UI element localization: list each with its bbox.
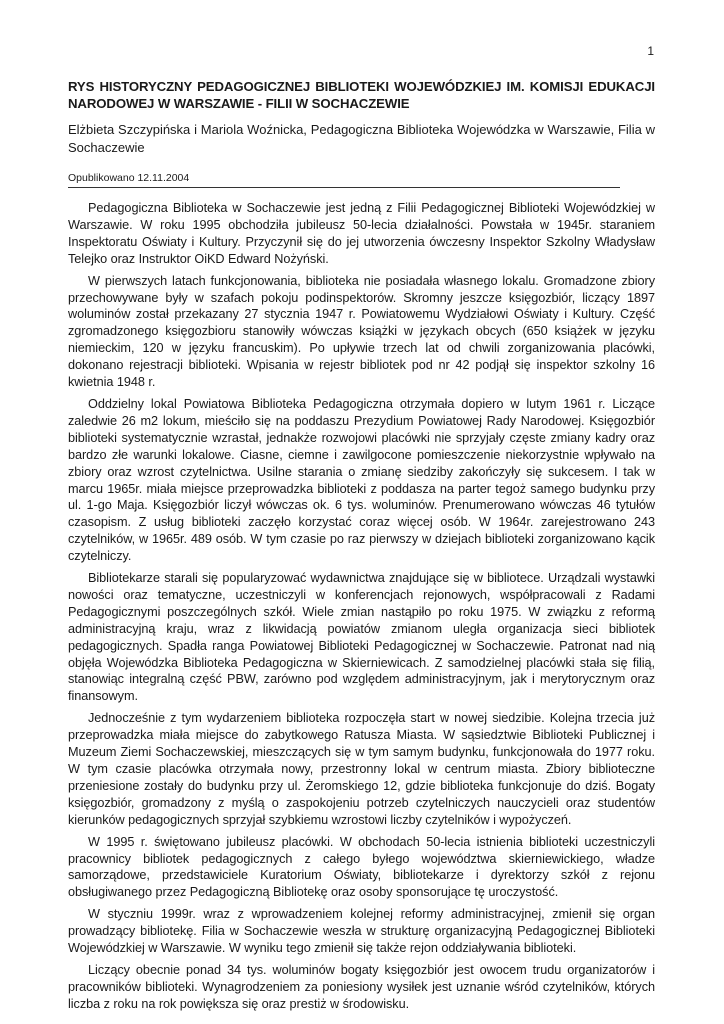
- paragraph-2: W pierwszych latach funkcjonowania, biblioteka nie posiadała własnego lokalu. Gromadzone zbiory przechowywane były w szafach pokoju podinspektorów. Skromny jeszcze księgozbiór, liczący 1897 woluminów został przekazany 27 stycznia 1947 r. Powiatowemu Wydziałowi Oświaty i Kultury. Część zgromadzonego księgozbioru stanowiły wówczas książki w językach obcych (650 książek w języku niemieckim, 120 w języku francuskim). Po upływie trzech lat od chwili zorganizowania placówki, dokonano rejestracji biblioteki. Wpisania w rejestr bibliotek pod nr 42 podjął się inspektor szkolny 16 kwietnia 1948 r.: [68, 273, 655, 390]
- page-number: 1: [647, 44, 654, 58]
- article: [68, 78, 655, 1018]
- paragraph-6: W 1995 r. świętowano jubileusz placówki. W obchodach 50-lecia istnienia biblioteki uczestniczyli pracownicy bibliotek pedagogicznych z całego byłego województwa skierniewickiego, władze samorządowe, przedstawiciele Kuratorium Oświaty, bibliotekarze i dyrektorzy szkół z rejonu obsługiwanego przez Pedagogiczną Bibliotekę oraz osoby sponsorujące tę uroczystość.: [68, 834, 655, 900]
- publication-date: Opublikowano 12.11.2004: [68, 172, 620, 188]
- paragraph-3: Oddzielny lokal Powiatowa Biblioteka Pedagogiczna otrzymała dopiero w lutym 1961 r. Liczące zaledwie 26 m2 lokum, mieściło się na poddaszu Prezydium Powiatowej Rady Narodowej. Księgozbiór biblioteki systematycznie wzrastał, jednakże rozwojowi placówki nie sprzyjały częste zmiany kadry oraz bardzo złe warunki lokalowe. Ciasne, ciemne i zawilgocone pomieszczenie niekorzystnie wpływało na zbiory oraz wzrost czytelnictwa. Usilne starania o zmianę siedziby zakończyły się sukcesem. I tak w marcu 1965r. miała miejsce przeprowadzka biblioteki z poddasza na parter tegoż samego budynku przy ul. 1-go Maja. Księgozbiór liczył wówczas ok. 6 tys. woluminów. Prenumerowano wówczas 46 tytułów czasopism. Z usług biblioteki zaczęło korzystać coraz więcej osób. W 1964r. zarejestrowano 243 czytelników, w 1965r. 489 osób. W tym czasie po raz pierwszy w dziejach biblioteki zorganizowano kącik czytelniczy.: [68, 396, 655, 564]
- paragraph-5: Jednocześnie z tym wydarzeniem biblioteka rozpoczęła start w nowej siedzibie. Kolejna trzecia już przeprowadzka miała miejsce do zabytkowego Ratusza Miasta. W sąsiedztwie Biblioteki Publicznej i Muzeum Ziemi Sochaczewskiej, mieszczących się w tym samym budynku, funkcjonowała do 1977 roku. W tym czasie placówka otrzymała nowy, przestronny lokal w centrum miasta. Zbiory biblioteczne przeniesione zostały do budynku przy ul. Żeromskiego 12, gdzie biblioteka funkcjonuje do dziś. Bogaty księgozbiór, gromadzony z myślą o zaspokojeniu potrzeb czytelniczych nauczycieli oraz studentów kierunków pedagogicznych sprzyjał szybkiemu wzrostowi liczby czytelników i wypożyczeń.: [68, 711, 655, 827]
- article-authors: Elżbieta Szczypińska i Mariola Woźnicka, Pedagogiczna Biblioteka Wojewódzka w Warszawie, Filia w Sochaczewie: [68, 122, 655, 155]
- article-title: RYS HISTORYCZNY PEDAGOGICZNEJ BIBLIOTEKI WOJEWÓDZKIEJ IM. KOMISJI EDUKACJI NARODOWEJ W WARSZAWIE - FILII W SOCHACZEWIE: [68, 79, 655, 111]
- paragraph-4: Bibliotekarze starali się popularyzować wydawnictwa znajdujące się w bibliotece. Urządzali wystawki nowości oraz tematyczne, uczestniczyli w konferencjach rejonowych, współpracowali z Radami Pedagogicznymi poszczególnych szkół. Wiele zmian nastąpiło po roku 1975. W związku z reformą administracyjną kraju, wraz z likwidacją powiatów zmianom uległa organizacja sieci bibliotek pedagogicznych. Spadła ranga Powiatowej Biblioteki Pedagogicznej w Sochaczewie. Patronat nad nią objęła Wojewódzka Biblioteka Pedagogiczna w Skierniewicach. Z samodzielnej placówki stała się filią, stanowiąc integralną część PBW, zarówno pod względem administracyjnym, jak i merytorycznym oraz finansowym.: [68, 571, 655, 704]
- paragraph-8: Liczący obecnie ponad 34 tys. woluminów bogaty księgozbiór jest owocem trudu organizatorów i pracowników biblioteki. Wynagrodzeniem za poniesiony wysiłek jest uznanie wśród czytelników, których liczba z roku na rok powiększa się oraz prestiż w środowisku.: [68, 962, 655, 1011]
- paragraph-1: Pedagogiczna Biblioteka w Sochaczewie jest jedną z Filii Pedagogicznej Biblioteki Wojewódzkiej w Warszawie. W roku 1995 obchodziła jubileusz 50-lecia działalności. Powstała w 1945r. staraniem Inspektoratu Oświaty i Kultury. Przyczynił się do jej utworzenia ówczesny Inspektor Szkolny Władysław Telejko oraz Instruktor OiKD Edward Nożyński.: [68, 201, 655, 266]
- paragraph-7: W styczniu 1999r. wraz z wprowadzeniem kolejnej reformy administracyjnej, zmienił się organ prowadzący bibliotekę. Filia w Sochaczewie weszła w strukturę organizacyjną Pedagogicznej Biblioteki Wojewódzkiej w Warszawie. W wyniku tego zmienił się także rejon oddziaływania biblioteki.: [68, 907, 655, 956]
